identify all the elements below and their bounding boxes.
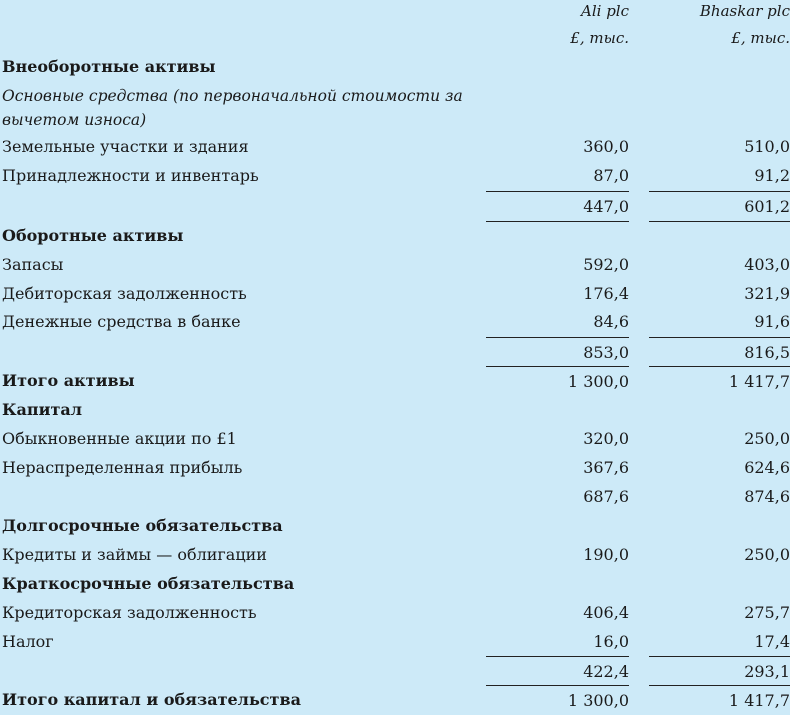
section-short-term-liabilities: Краткосрочные обязательства <box>2 574 295 593</box>
header-units <box>0 24 790 53</box>
subtotal-row: 687,6 874,6 <box>583 487 790 506</box>
table-row: Налог 16,0 17,4 <box>2 632 790 651</box>
unit-ali: £, тыс. <box>570 29 629 47</box>
total-assets-row: Итого активы 1 300,0 1 417,7 <box>0 366 790 395</box>
table-row: Земельные участки и здания 360,0 510,0 <box>2 137 790 156</box>
table-row: Обыкновенные акции по £1 320,0 250,0 <box>2 429 790 448</box>
section-long-term-liabilities: Долгосрочные обязательства <box>2 516 283 535</box>
section-current-assets: Оборотные активы <box>2 226 184 245</box>
header-bhaskar: Bhaskar plc <box>699 2 790 20</box>
header-companies <box>0 0 790 26</box>
table-row: Кредиты и займы — облигации 190,0 250,0 <box>2 545 790 564</box>
ppe-note: Основные средства (по первоначальной стоимости за вычетом износа) <box>2 87 463 129</box>
table-row: Запасы 592,0 403,0 <box>2 255 790 274</box>
header-ali: Ali plc <box>581 2 629 20</box>
table-row: Принадлежности и инвентарь 87,0 91,2 <box>2 166 790 185</box>
table-row: Дебиторская задолженность 176,4 321,9 <box>2 284 790 303</box>
table-row: Нераспределенная прибыль 367,6 624,6 <box>2 458 790 477</box>
table-row: Денежные средства в банке 84,6 91,6 <box>2 312 790 331</box>
subtotal-row: 422,4 293,1 <box>0 656 790 685</box>
unit-bhaskar: £, тыс. <box>731 29 790 47</box>
total-equity-liabilities-row: Итого капитал и обязательства 1 300,0 1 417,7 <box>0 685 790 712</box>
section-non-current-assets: Внеоборотные активы <box>2 57 216 76</box>
table-row: Кредиторская задолженность 406,4 275,7 <box>2 603 790 622</box>
subtotal-row: 447,0 601,2 <box>0 191 790 220</box>
section-equity: Капитал <box>2 400 83 419</box>
subtotal-row: 853,0 816,5 <box>0 337 790 366</box>
